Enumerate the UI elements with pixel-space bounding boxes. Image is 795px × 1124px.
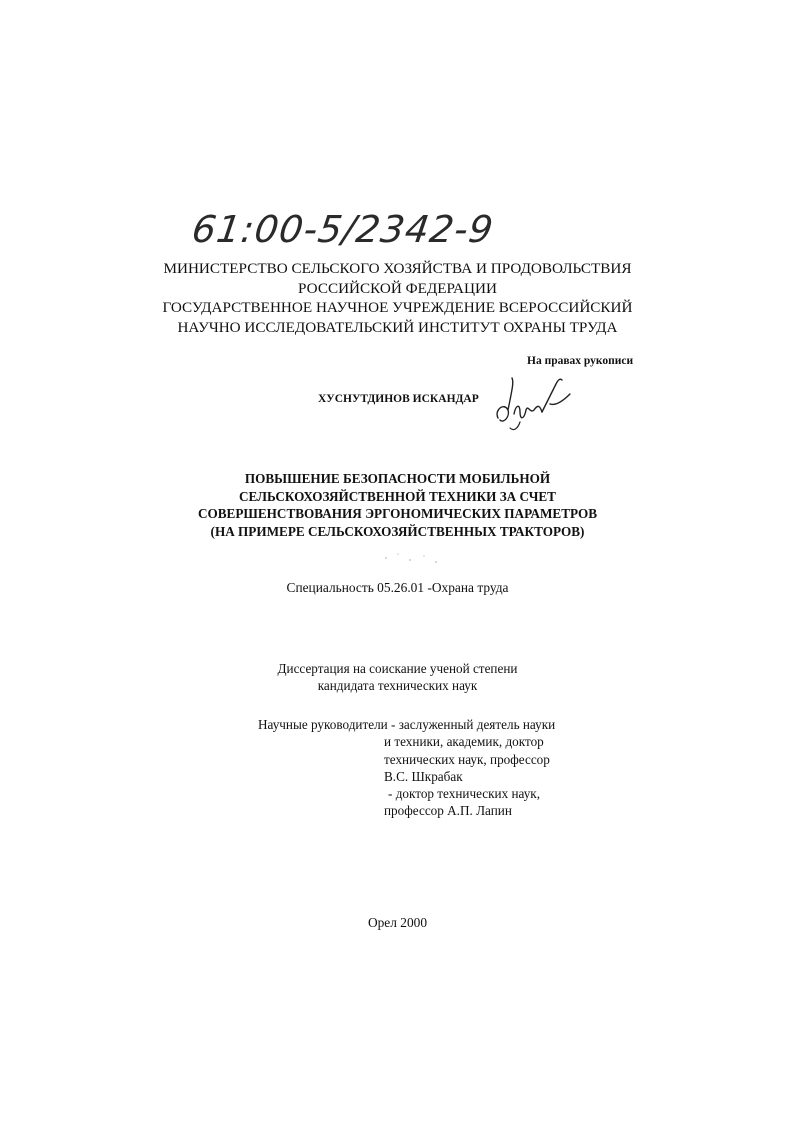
organization-line: НАУЧНО ИССЛЕДОВАТЕЛЬСКИЙ ИНСТИТУТ ОХРАНЫ ТРУДА <box>177 318 618 336</box>
city-year: Орел 2000 <box>367 915 428 930</box>
speciality-line: Специальность 05.26.01 -Охрана труда <box>286 580 509 595</box>
archive-stamp-text: 61:00-5/2342-9 <box>189 208 497 251</box>
title-line: (НА ПРИМЕРЕ СЕЛЬСКОХОЗЯЙСТВЕННЫХ ТРАКТОРОВ) <box>210 523 585 539</box>
supervisor-name: профессор А.П. Лапин <box>384 803 512 819</box>
title-line: СОВЕРШЕНСТВОВАНИЯ ЭРГОНОМИЧЕСКИХ ПАРАМЕТРОВ <box>197 506 598 521</box>
degree-line: Диссертация на соискание ученой степени <box>277 661 518 676</box>
supervisors-first-row <box>258 716 555 733</box>
supervisor-detail-line: и техники, академик, доктор <box>384 734 544 750</box>
manuscript-rights-label: На правах рукописи <box>527 355 634 367</box>
supervisor-detail-line: - доктор технических наук, <box>388 786 541 802</box>
scan-noise <box>376 548 456 570</box>
supervisors-row <box>258 802 555 819</box>
handwritten-signature <box>490 370 590 440</box>
supervisor-detail-line: технических наук, профессор <box>384 751 550 767</box>
supervisors-block <box>258 716 555 820</box>
supervisors-row <box>258 733 555 750</box>
organization-line: МИНИСТЕРСТВО СЕЛЬСКОГО ХОЗЯЙСТВА И ПРОДОВОЛЬСТВИЯ <box>163 260 632 277</box>
supervisors-row <box>258 768 555 785</box>
supervisors-row <box>258 751 555 768</box>
supervisors-label: Научные руководители <box>258 717 388 732</box>
supervisors-first-line: - заслуженный деятель науки <box>391 717 556 732</box>
organization-line: РОССИЙСКОЙ ФЕДЕРАЦИИ <box>298 279 497 297</box>
archive-stamp <box>189 208 497 256</box>
organization-header <box>0 259 795 337</box>
title-line: ПОВЫШЕНИЕ БЕЗОПАСНОСТИ МОБИЛЬНОЙ <box>244 471 551 486</box>
supervisor-name: В.С. Шкрабак <box>384 768 463 784</box>
dissertation-title <box>0 470 795 540</box>
organization-line: ГОСУДАРСТВЕННОЕ НАУЧНОЕ УЧРЕЖДЕНИЕ ВСЕРОССИЙСКИЙ <box>162 299 633 316</box>
title-line: СЕЛЬСКОХОЗЯЙСТВЕННОЙ ТЕХНИКИ ЗА СЧЕТ <box>239 488 556 504</box>
degree-line: кандидата технических наук <box>317 678 478 693</box>
degree-statement <box>0 660 795 694</box>
supervisors-row <box>258 785 555 802</box>
author-name: ХУСНУТДИНОВ ИСКАНДАР <box>318 393 479 405</box>
